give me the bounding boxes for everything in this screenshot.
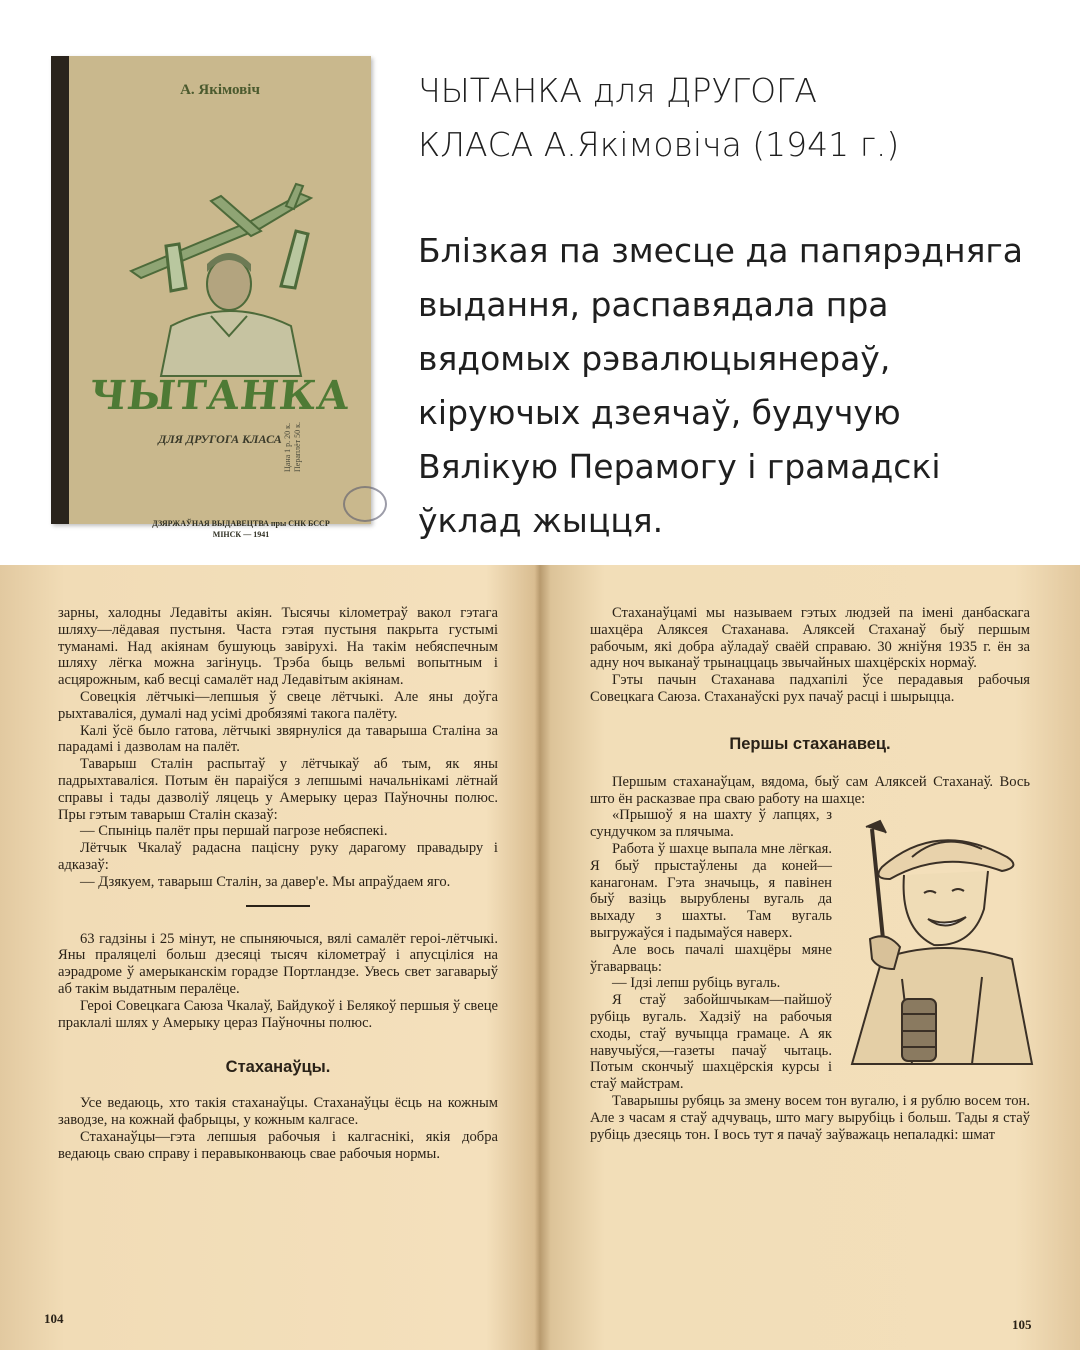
cover-author: А. Якімовіч (180, 82, 260, 98)
right-page (590, 605, 1030, 1143)
section-title: Першы стаханавец. (729, 734, 891, 753)
description-line: выдання, распавядала пра (418, 285, 889, 324)
publisher-city: МІНСК — 1941 (212, 530, 270, 539)
cover-publisher (121, 518, 361, 540)
book-spine (51, 56, 69, 524)
glider-pilot-illustration (111, 176, 361, 376)
page-title (418, 64, 1058, 172)
description-line: вядомых рэвалюцыянераў, (418, 339, 891, 378)
paragraph: 63 гадзіны і 25 мінут, не спыняючыся, вялі самалёт героі-лётчыкі. Яны праляцелі больш дзесяці тысяч кілометраў і апусціліся на аэрадроме ў амерыканскім горадзе Портландзе. Увесь свет загаварыў аб такім выдатным пералёце. (58, 930, 498, 997)
page-number: 105 (1012, 1317, 1032, 1332)
cover-title: ЧЫТАНКА (87, 372, 353, 419)
library-stamp (343, 486, 387, 522)
paragraph: Усе ведаюць, хто такія стаханаўцы. Стаханаўцы ёсць на кожным заводзе, на кожнай фабрыцы, у кожным калгасе. (58, 1095, 498, 1129)
page-number: 104 (44, 1311, 64, 1326)
publisher-name: ДЗЯРЖАЎНАЯ ВЫДАВЕЦТВА пры СНК БССР (152, 519, 330, 528)
paragraph: Совецкія лётчыкі—лепшыя ў свеце лётчыкі. Але яны доўга рыхтаваліся, думалі над усімі дробязямі такога палёту. (58, 688, 498, 722)
paragraph: Першым стаханаўцам, вядома, быў сам Аляксей Стаханаў. Вось што ён расказвае пра сваю работу на шахце: (590, 773, 1030, 807)
paragraph: Стаханаўцы—гэта лепшыя рабочыя і калгаснікі, якія добра ведаюць сваю справу і перавыконваюць свае рабочыя нормы. (58, 1128, 498, 1162)
divider (246, 905, 310, 907)
title-line: ЧЫТАНКА для ДРУГОГА (418, 71, 817, 110)
paragraph: Я стаў забойшчыкам—пайшоў рубіць вугаль. Хадзіў на рабочыя сходы, стаў вучыцца грамаце. А як навучыўся,—газеты пачаў чытаць. Потым скончыў шахцёрскія курсы і стаў майстрам. (590, 992, 832, 1093)
description-line: Вялікую Перамогу і грамадскі (418, 447, 941, 486)
title-line: КЛАСА А.Якімовіча (1941 г.) (418, 125, 900, 164)
description-line: ўклад жыцця. (418, 501, 664, 540)
paragraph: Таварышы рубяць за змену восем тон вугалю, і я рублю восем тон. Але з часам я стаў адчуваць, што магу вырубіць і больш. Тады я стаў рубіць дзесяць тон. І вось тут я пачаў заўважаць непаладкі: шмат (590, 1092, 1030, 1143)
paragraph: — Дзякуем, таварыш Сталін, за давер'е. Мы апраўдаем яго. (80, 873, 451, 890)
section-title: Стаханаўцы. (225, 1058, 331, 1077)
paragraph: Героі Совецкага Саюза Чкалаў, Байдукоў і Белякоў першыя ў свеце праклалі шлях у Амерыку цераз Паўночны полюс. (58, 997, 498, 1031)
miner-illustration (842, 809, 1042, 1064)
cover-price: Цана 1 р. 20 к. Пераплёт 50 к. (283, 422, 302, 472)
paragraph: «Прышоў я на шахту ў лапцях, з сундучком за плячыма. (590, 807, 832, 841)
book-cover (51, 56, 371, 539)
book-spread-scan (0, 565, 1080, 1350)
header-panel (0, 0, 1080, 565)
paragraph: зарны, халодны Ледавіты акіян. Тысячы кілометраў вакол гэтага шляху—лёдавая пустыня. Часта гэтая пустыня пакрыта густымі туманамі. Над акіянам бушуюць завірухі. На такім небяспечным шляху лёгка можна загінуць. Трэба быць вельмі вопытным і асцярожным, каб весці самалёт над Ледавітым акіянам. (58, 605, 498, 689)
left-page (58, 605, 498, 1163)
paragraph: Гэты пачын Стаханава падхапілі ўсе перадавыя рабочыя Совецкага Саюза. Стаханаўскі рух пачаў расці і шырыцца. (590, 672, 1030, 705)
paragraph: — Спыніць палёт пры першай пагрозе небяспекі. (80, 823, 388, 840)
paragraph: Але вось пачалі шахцёры мяне ўгаварваць: (590, 941, 832, 975)
paragraph: Калі ўсё было гатова, лётчыкі звярнуліся да таварыша Сталіна за парадамі і дазволам на палёт. (58, 722, 498, 756)
paragraph: Работа ў шахце выпала мне лёгкая. Я быў прыстаўлены да коней—канагонам. Гэта значыць, я павінен быў вазіць вырублены вугаль да выхаду з шахты. Там вугаль выгружаўся і падымаўся наверх. (590, 840, 832, 941)
paragraph: Лётчык Чкалаў радасна пацісну руку дарагому правадыру і адказаў: (58, 840, 498, 873)
paragraph: Стаханаўцамі мы называем гэтых людзей па імені данбаскага шахцёра Аляксея Стаханава. Аляксей Стаханаў быў першым рабочым, які добра аўладаў сваёй справаю. 30 жніўня 1935 г. ён за адну ноч выканаў трынаццаць звычайных шахцёрскіх нормаў. (590, 605, 1030, 672)
cover-subtitle: ДЛЯ ДРУГОГА КЛАСА (158, 432, 282, 446)
paragraph: Таварыш Сталін распытаў у лётчыкаў аб тым, як яны падрыхтаваліся. Потым ён параіўся з лепшымі начальнікамі лётнай справы і тады дазволіў ляцець у Амерыку цераз Паўночны полюс. Пры гэтым таварыш Сталін сказаў: (58, 756, 498, 823)
paragraph: — Ідзі лепш рубіць вугаль. (612, 975, 781, 992)
description-line: Блізкая па змесце да папярэдняга (418, 231, 1023, 270)
description (418, 224, 1068, 548)
description-line: кіруючых дзеячаў, будучую (418, 393, 901, 432)
